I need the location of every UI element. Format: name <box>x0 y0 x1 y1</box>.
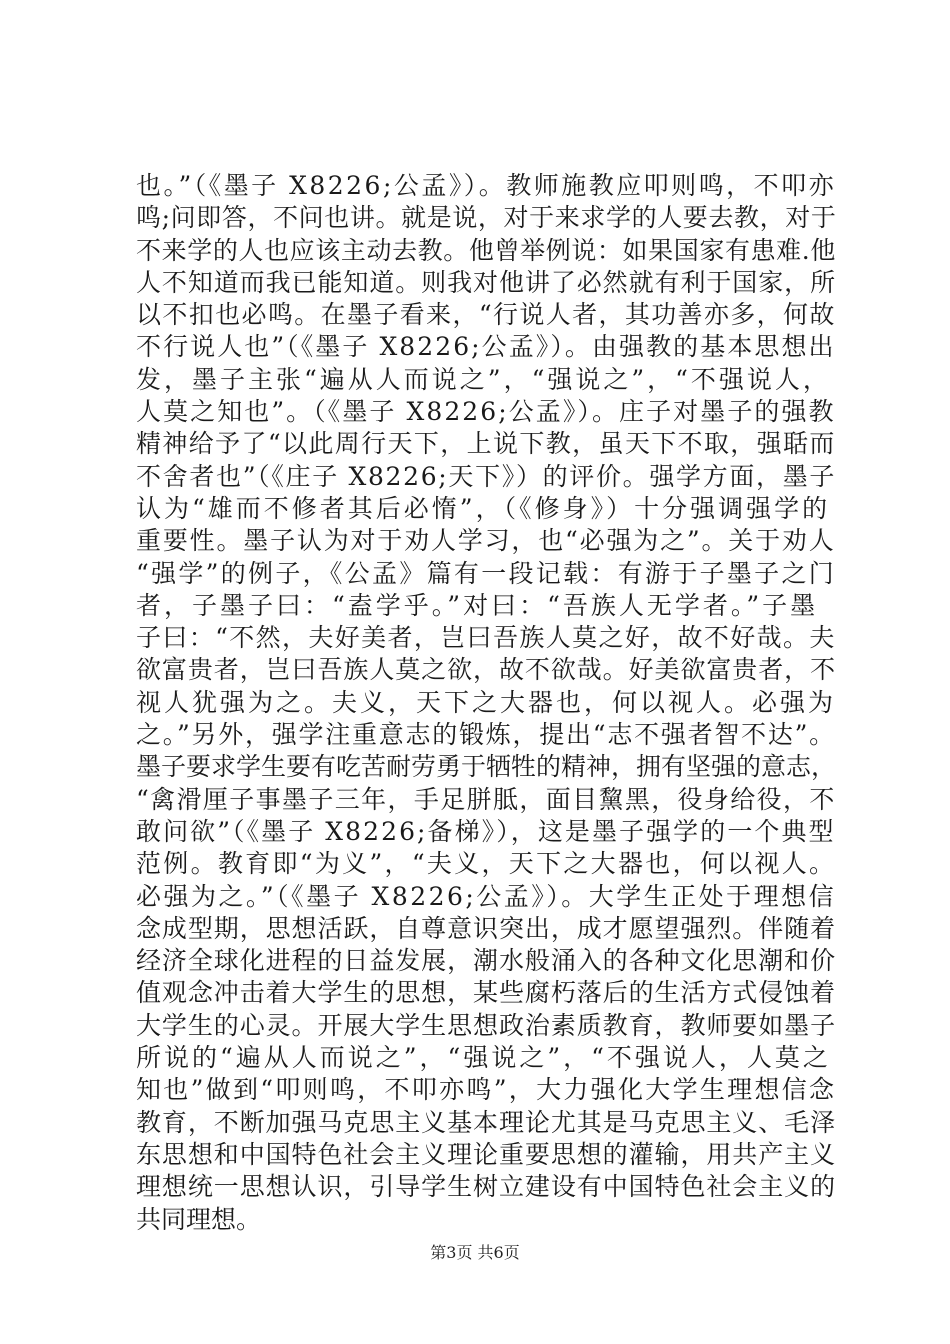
text-line: 理想统一思想认识，引导学生树立建设有中国特色社会主义的 <box>136 1172 837 1202</box>
text-line: 发，墨子主张“遍从人而说之”，“强说之”，“不强说人， <box>136 364 831 394</box>
text-line: 人不知道而我已能知道。则我对他讲了必然就有利于国家，所 <box>136 267 837 297</box>
text-line: 必强为之。”（《墨子 X8226;公孟》）。大学生正处于理想信 <box>136 881 837 911</box>
text-line: 念成型期，思想活跃，自尊意识突出，成才愿望强烈。伴随着 <box>136 913 837 943</box>
text-line: 人莫之知也”。（《墨子 X8226;公孟》）。庄子对墨子的强教 <box>136 397 836 427</box>
text-line: 者，子墨子曰：“盍学乎。”对曰：“吾族人无学者。”子墨 <box>136 590 819 620</box>
text-line: 共同理想。 <box>136 1204 262 1234</box>
text-line: 以不扣也必鸣。在墨子看来，“行说人者，其功善亦多，何故 <box>136 300 836 330</box>
text-line: 不舍者也”（《庄子 X8226;天下》）的评价。强学方面，墨子 <box>136 461 837 491</box>
text-line: 鸣;问即答，不问也讲。就是说，对于来求学的人要去教，对于 <box>136 203 837 233</box>
text-line: 不来学的人也应该主动去教。他曾举例说：如果国家有患难.他 <box>136 235 836 265</box>
text-line: “强学”的例子，《公孟》篇有一段记载：有游于子墨子之门 <box>136 558 837 588</box>
text-line: 东思想和中国特色社会主义理论重要思想的灌输，用共产主义 <box>136 1139 837 1169</box>
text-line: 重要性。墨子认为对于劝人学习，也“必强为之”。关于劝人 <box>136 526 836 556</box>
text-line: 经济全球化进程的日益发展，潮水般涌入的各种文化思潮和价 <box>136 946 837 976</box>
text-line: 也。”（《墨子 X8226;公孟》）。教师施教应叩则鸣，不叩亦 <box>136 171 837 200</box>
text-line: 范例。教育即“为义”，“夫义，天下之大器也，何以视人。 <box>136 849 837 879</box>
text-line: 大学生的心灵。开展大学生思想政治素质教育，教师要如墨子 <box>136 1010 837 1040</box>
text-line: 不行说人也”（《墨子 X8226;公孟》）。由强教的基本思想出 <box>136 332 836 362</box>
text-line: 墨子要求学生要有吃苦耐劳勇于牺牲的精神，拥有坚强的意志， <box>136 752 837 782</box>
document-body <box>136 170 836 1236</box>
text-line: “禽滑厘子事墨子三年，手足胼胝，面目黧黑，役身给役，不 <box>136 784 836 814</box>
text-line: 欲富贵者，岂曰吾族人莫之欲，故不欲哉。好美欲富贵者，不 <box>136 655 837 685</box>
text-line: 子曰：“不然，夫好美者，岂曰吾族人莫之好，故不好哉。夫 <box>136 623 836 653</box>
text-line: 知也”做到“叩则鸣，不叩亦鸣”，大力强化大学生理想信念 <box>136 1075 837 1105</box>
text-line: 之。”另外，强学注重意志的锻炼，提出“志不强者智不达”。 <box>136 720 836 750</box>
text-line: 教育，不断加强马克思主义基本理论尤其是马克思主义、毛泽 <box>136 1107 837 1137</box>
text-line: 值观念冲击着大学生的思想，某些腐朽落后的生活方式侵蚀着 <box>136 978 837 1008</box>
text-line: 视人犹强为之。夫义，天下之大器也，何以视人。必强为 <box>136 687 837 717</box>
text-line: 认为“雄而不修者其后必惰”，（《修身》）十分强调强学的 <box>136 493 831 523</box>
text-line: 所说的“遍从人而说之”，“强说之”，“不强说人，人莫之 <box>136 1043 831 1073</box>
page-footer: 第3页 共6页 <box>430 1243 520 1262</box>
text-line: 敢问欲”（《墨子 X8226;备梯》），这是墨子强学的一个典型 <box>136 816 836 846</box>
text-line: 精神给予了“以此周行天下，上说下教，虽天下不取，强聒而 <box>136 429 836 459</box>
